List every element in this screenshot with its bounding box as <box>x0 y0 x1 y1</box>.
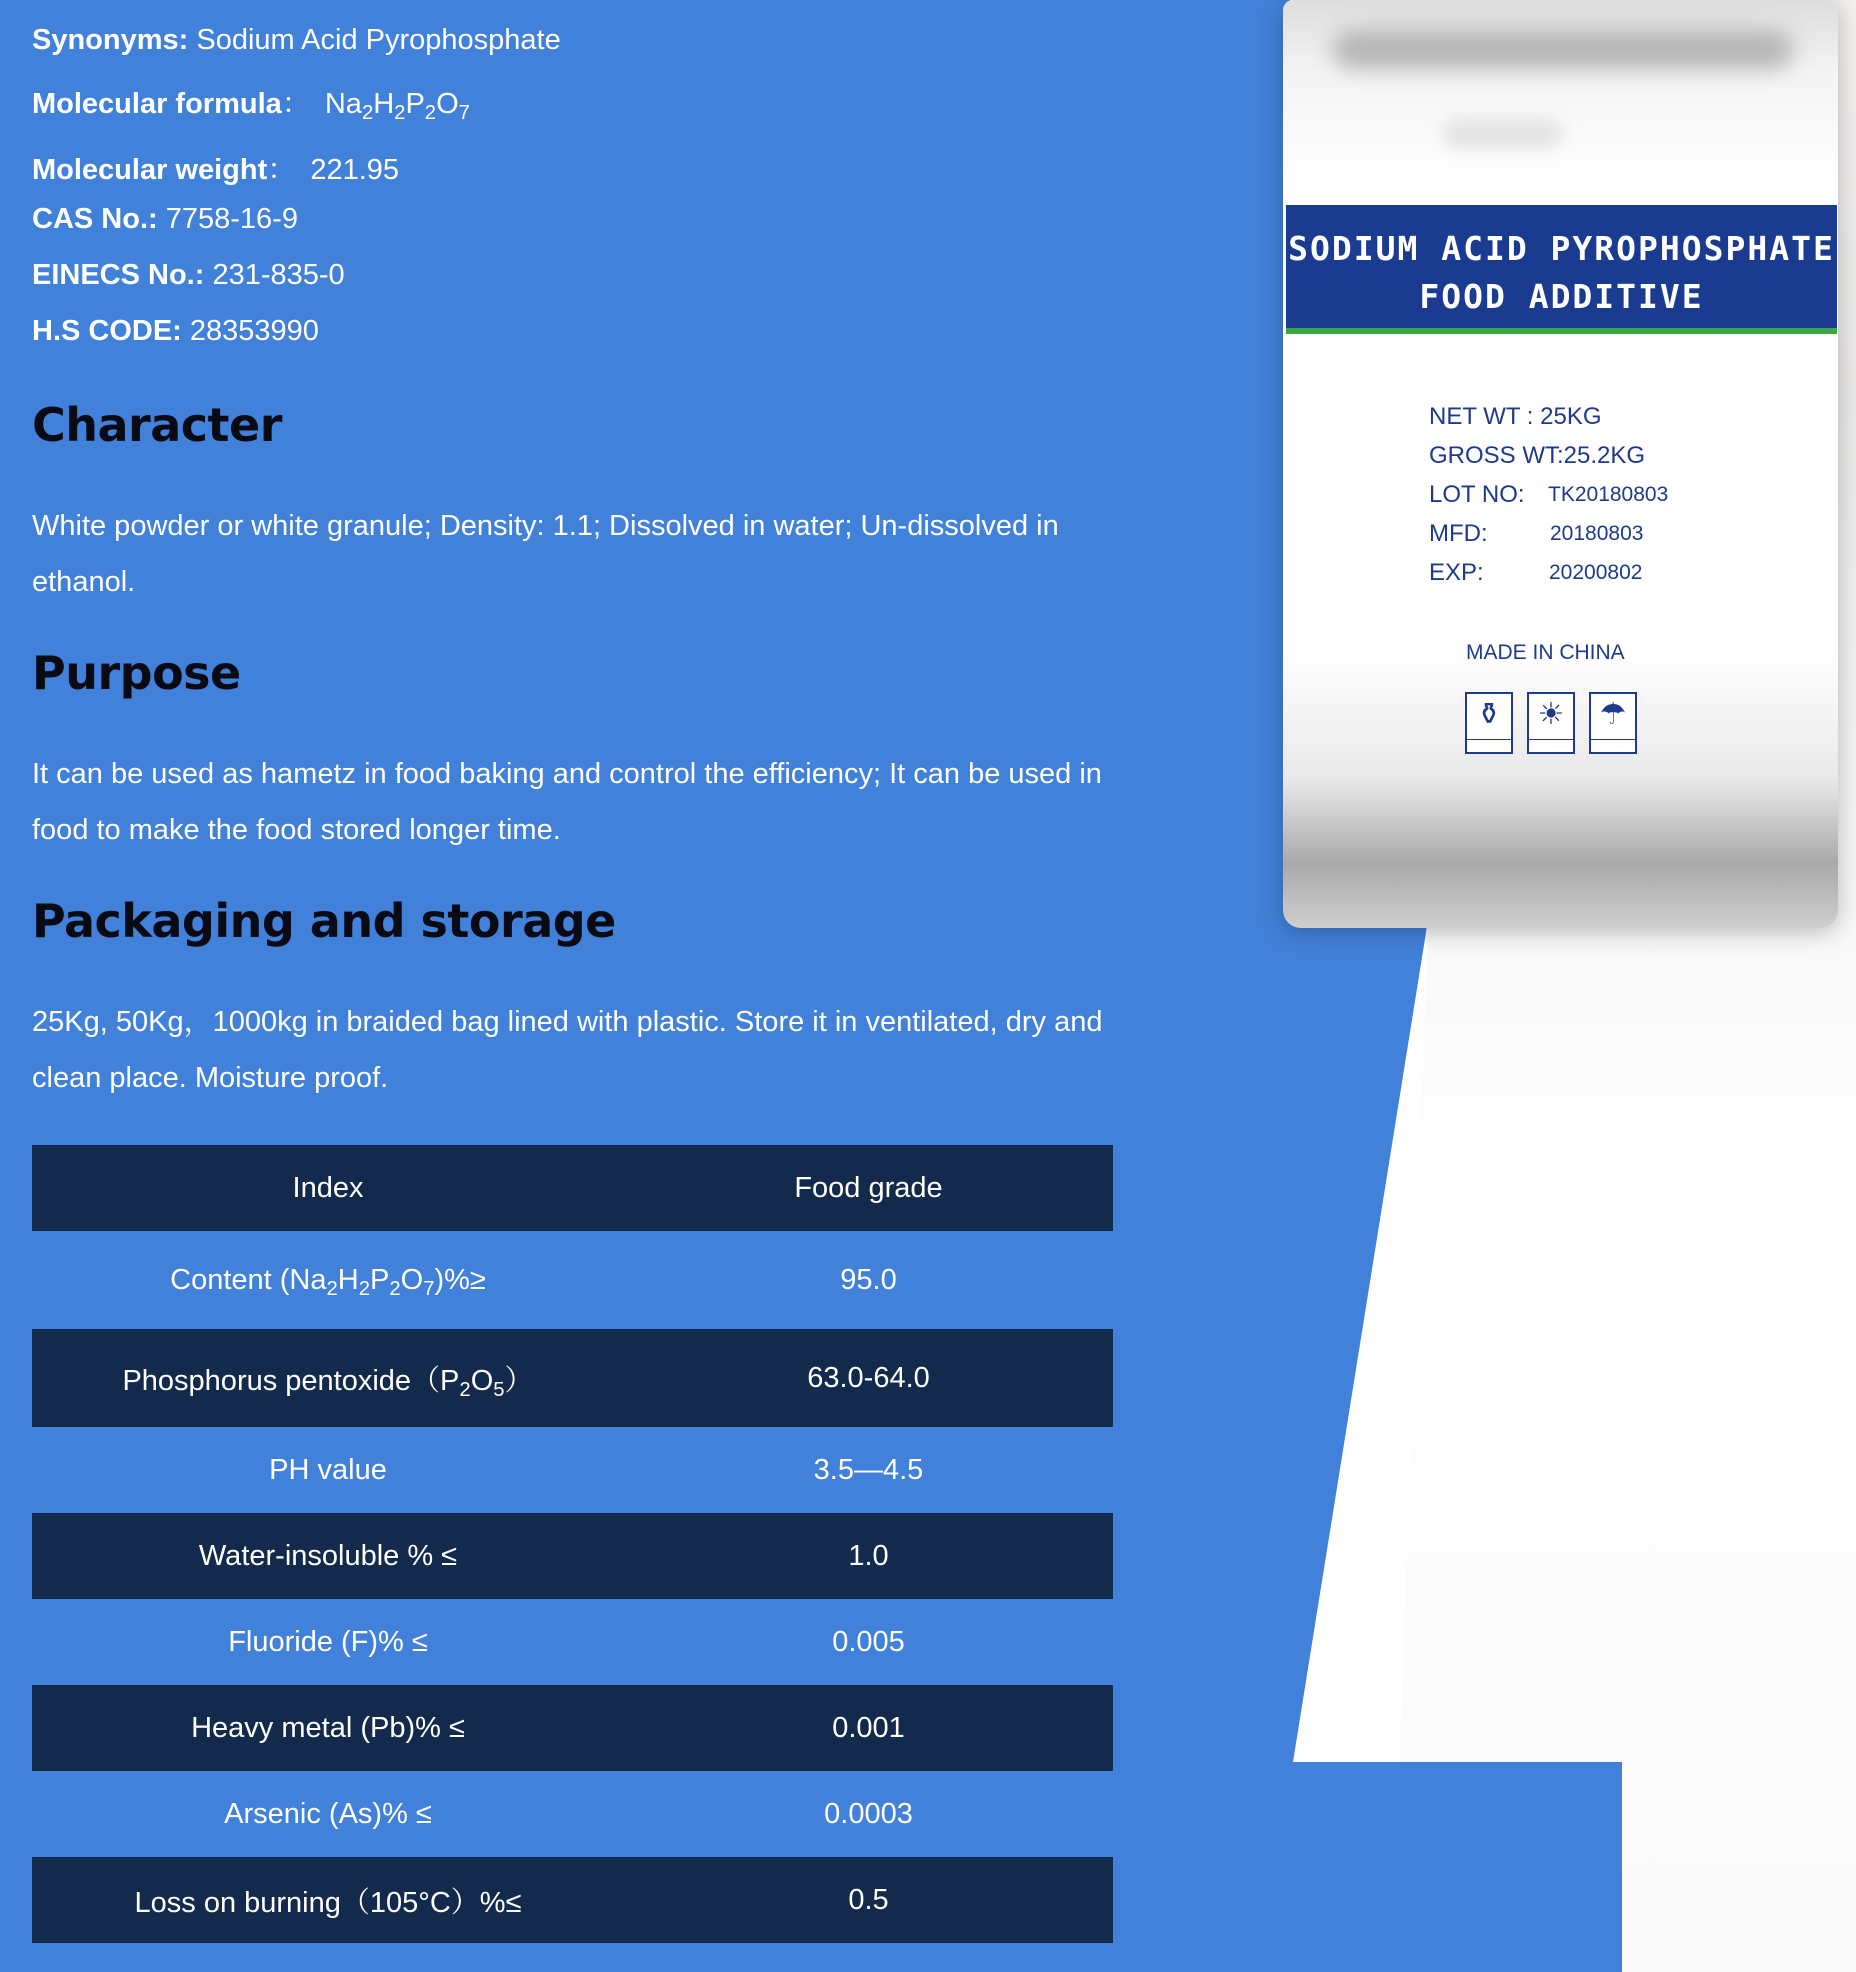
formula-row <box>32 81 470 125</box>
purpose-heading: Purpose <box>32 646 241 700</box>
bag-title-line1: SODIUM ACID PYROPHOSPHATE <box>1288 229 1835 268</box>
cas-value: 7758-16-9 <box>157 203 298 235</box>
formula-value: $Na_2H_2P_2O_7$ <box>324 88 470 125</box>
cas-row <box>32 203 298 236</box>
einecs-row <box>32 259 345 292</box>
row-index: Content $(Na_2H_2P_2O_7)\%\ge$ <box>170 1263 486 1300</box>
product-bag-image <box>1283 0 1838 928</box>
table-row <box>32 1231 1113 1329</box>
row-value: 95.0 <box>840 1263 897 1296</box>
header-index: Index <box>292 1171 364 1204</box>
row-index: Phosphorus $pentoxide(P_2O_5)$ <box>122 1364 534 1401</box>
synonyms-value: Sodium Acid Pyrophosphate <box>188 24 561 56</box>
bag-lot-value: TK20180803 <box>1548 483 1669 506</box>
table-row <box>32 1427 1113 1513</box>
hs-code-value: 28353990 <box>181 315 319 347</box>
cas-label: CAS No.: <box>32 203 158 235</box>
row-value: 0.0003 <box>824 1797 913 1830</box>
weight-row <box>32 147 399 188</box>
row-index: Fluoride (F)% ≤ <box>228 1625 428 1658</box>
row-value: 0.005 <box>832 1625 905 1658</box>
packaging-heading: Packaging and storage <box>32 894 616 948</box>
weight-sep: ： <box>267 154 297 186</box>
row-index: Loss on burning（105°C）%≤ <box>134 1886 522 1919</box>
bag-banner <box>1286 205 1837 334</box>
bag-gross-weight: GROSS WT:25.2KG <box>1429 442 1646 469</box>
row-index: PH value <box>269 1453 387 1486</box>
spec-table <box>32 1145 1113 1943</box>
bag-net-weight: NET WT : 25KG <box>1429 403 1602 430</box>
einecs-label: EINECS No.: <box>32 259 205 291</box>
row-index: Heavy metal (Pb)% ≤ <box>191 1711 465 1744</box>
synonyms-label: Synonyms: <box>32 24 189 56</box>
row-value: 3.5—4.5 <box>813 1453 924 1486</box>
character-heading: Character <box>32 398 282 452</box>
table-row <box>32 1857 1113 1943</box>
hs-code-row <box>32 315 319 348</box>
row-value: 0.001 <box>832 1711 905 1744</box>
purpose-text: It can be used as hametz in food baking and control the efficiency; It can be used in food to make the food stored longer time. <box>32 758 1102 846</box>
bag-lot-label: LOT NO: <box>1429 481 1525 508</box>
einecs-value: 231-835-0 <box>204 259 345 291</box>
synonyms-row <box>32 24 561 57</box>
row-index: Arsenic (As)% ≤ <box>224 1797 432 1830</box>
bag-mfd-label: MFD: <box>1429 520 1488 547</box>
row-value: 0.5 <box>848 1883 889 1916</box>
packaging-text: 25Kg, 50Kg，1000kg in braided bag lined with plastic. Store it in ventilated, dry and clean place. Moisture proof. <box>32 1006 1103 1094</box>
hs-code-label: H.S CODE: <box>32 315 182 347</box>
header-grade: Food grade <box>794 1171 943 1204</box>
table-row <box>32 1771 1113 1857</box>
bag-mfd-value: 20180803 <box>1550 522 1644 545</box>
keep-dry-icon: ☂ <box>1589 692 1637 754</box>
weight-value: 221.95 <box>310 154 400 186</box>
row-value: 1.0 <box>848 1539 889 1572</box>
row-index: Water-insoluble % ≤ <box>198 1539 458 1572</box>
table-row <box>32 1329 1113 1427</box>
formula-sep: ： <box>281 88 311 120</box>
bag-title-line2: FOOD ADDITIVE <box>1419 277 1704 316</box>
weight-label: Molecular weight <box>32 154 268 186</box>
formula-label: Molecular formula <box>32 88 282 120</box>
table-row <box>32 1599 1113 1685</box>
table-row <box>32 1513 1113 1599</box>
bag-top-blur <box>1333 30 1793 70</box>
bag-made-in: MADE IN CHINA <box>1466 641 1625 664</box>
table-header-row <box>32 1145 1113 1231</box>
row-value: 63.0-64.0 <box>807 1361 930 1394</box>
bag-top-blur-small <box>1443 120 1563 148</box>
fragile-icon: ⚱ <box>1465 692 1513 754</box>
table-row <box>32 1685 1113 1771</box>
bag-exp-label: EXP: <box>1429 559 1484 586</box>
character-text: White powder or white granule; Density: 1.1; Dissolved in water; Un-dissolved in ethanol. <box>32 510 1059 598</box>
keep-from-sunlight-icon: ☀ <box>1527 692 1575 754</box>
bag-exp-value: 20200802 <box>1549 561 1643 584</box>
